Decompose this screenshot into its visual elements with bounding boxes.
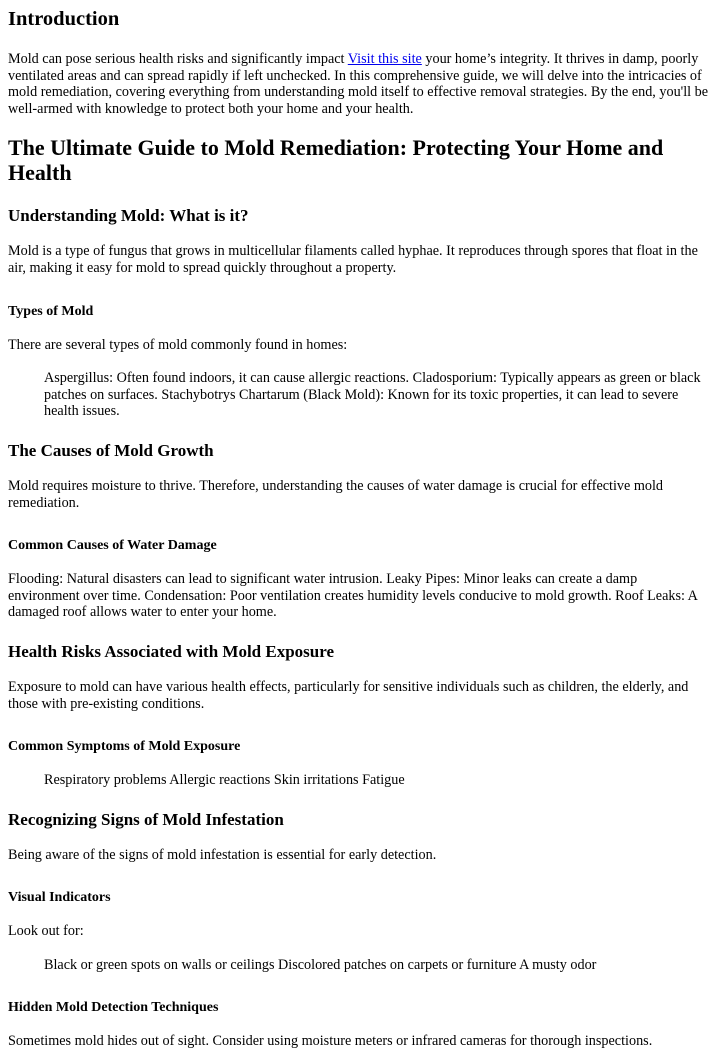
water-damage-paragraph: Flooding: Natural disasters can lead to significant water intrusion. Leaky Pipes: Minor leaks can create a damp environment over time. Condensation: Poor ventilation creates humidity levels conducive to mold growth. Roof Leaks: A damaged roof allows water to enter your home. [8,571,698,621]
visual-heading: Visual Indicators [8,890,111,906]
visual-paragraph: Look out for: [8,923,84,940]
understanding-paragraph: Mold is a type of fungus that grows in multicellular filaments called hyphae. It reproduces through spores that float in the air, making it easy for mold to spread quickly throughout a property. [8,243,698,276]
water-damage-heading: Common Causes of Water Damage [8,538,217,554]
intro-text-before-link: Mold can pose serious health risks and significantly impact [8,51,348,67]
causes-heading: The Causes of Mold Growth [8,440,214,460]
health-paragraph: Exposure to mold can have various health effects, particularly for sensitive individuals such as children, the elderly, and those with pre-existing conditions. [8,678,689,712]
guide-title: The Ultimate Guide to Mold Remediation: Protecting Your Home and Health [8,135,664,186]
visual-list: Black or green spots on walls or ceilings Discolored patches on carpets or furniture A musty odor [44,956,597,973]
understanding-heading: Understanding Mold: What is it? [8,206,249,226]
symptoms-list: Respiratory problems Allergic reactions Skin irritations Fatigue [44,772,405,789]
visit-site-link[interactable]: Visit this site [347,51,422,67]
intro-text-after-link: your home’s integrity. It thrives in damp, poorly ventilated areas and can spread rapidly if left unchecked. In this comprehensive guide, we will delve into the intricacies of mold remediation, covering everything from understanding mold itself to effective removal strategies. By the end, you'll be well-armed with knowledge to protect both your home and your health. [8,51,709,117]
hidden-paragraph: Sometimes mold hides out of sight. Consider using moisture meters or infrared cameras for thorough inspections. [8,1033,653,1050]
article [0,7,720,1050]
causes-paragraph: Mold requires moisture to thrive. Therefore, understanding the causes of water damage is crucial for effective mold remediation. [8,477,664,511]
signs-paragraph: Being aware of the signs of mold infestation is essential for early detection. [8,846,437,863]
hidden-heading: Hidden Mold Detection Techniques [8,1000,219,1016]
symptoms-heading: Common Symptoms of Mold Exposure [8,739,241,755]
types-paragraph: There are several types of mold commonly found in homes: [8,336,348,353]
types-list: Aspergillus: Often found indoors, it can cause allergic reactions. Cladosporium: Typically appears as green or black patches on surfaces. Stachybotrys Chartarum (Black Mold): Known for its toxic properties, it can lead to severe health issues. [44,370,701,420]
types-heading: Types of Mold [8,303,94,319]
intro-paragraph [8,51,712,117]
signs-heading: Recognizing Signs of Mold Infestation [8,809,284,829]
health-heading: Health Risks Associated with Mold Exposure [8,641,335,661]
intro-heading: Introduction [8,8,120,30]
